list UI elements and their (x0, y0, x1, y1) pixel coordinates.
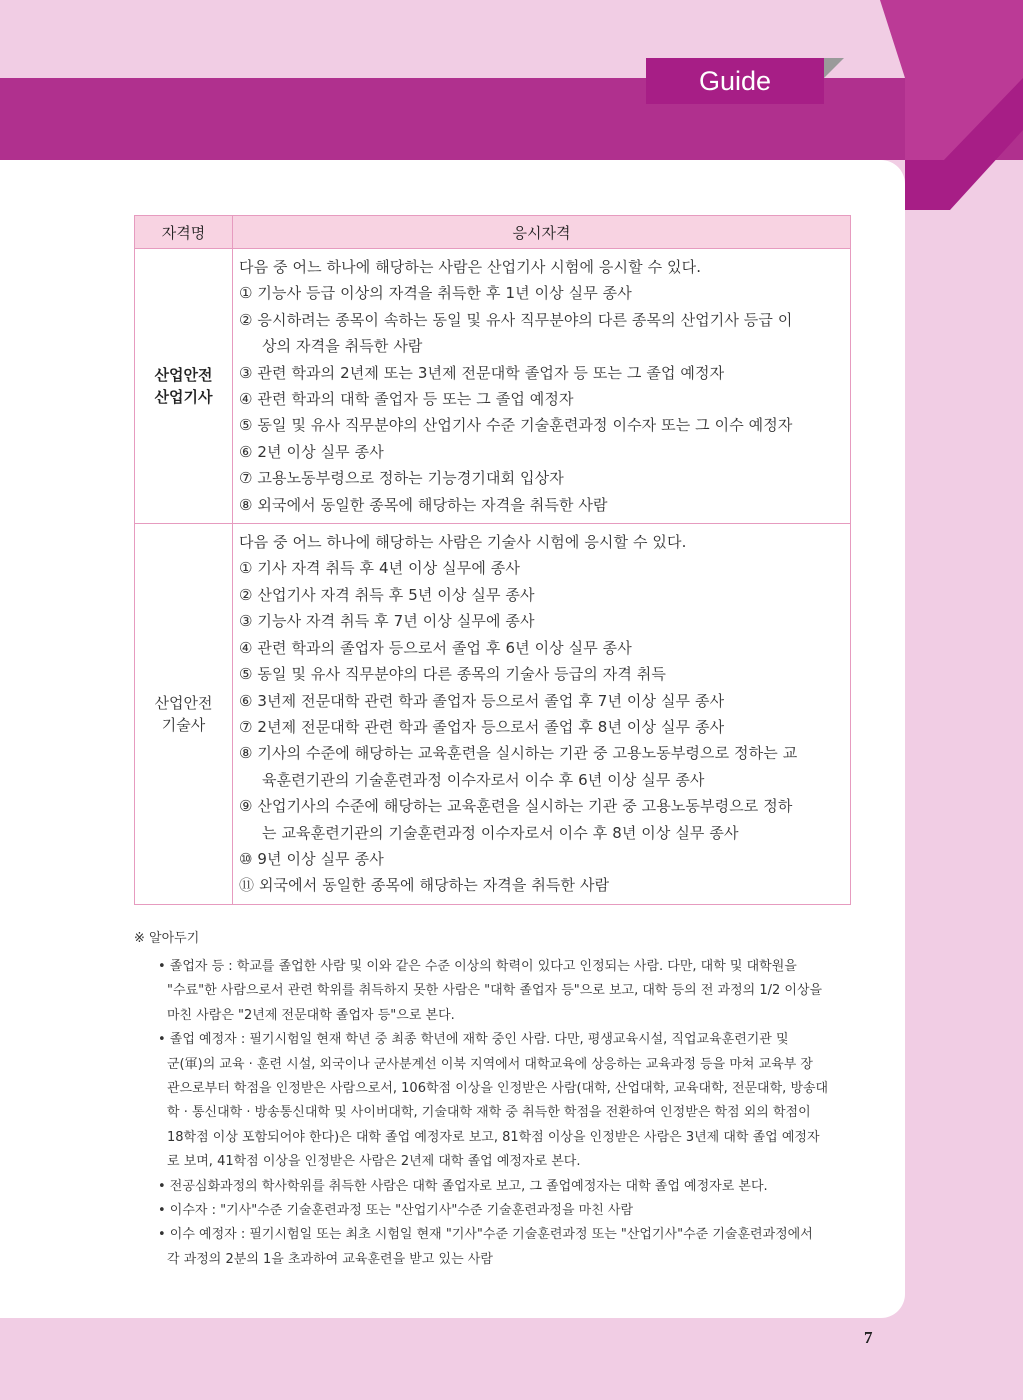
note-line: 각 과정의 2분의 1을 초과하여 교육훈련을 받고 있는 사람 (167, 1251, 493, 1267)
requirement-line: ① 기사 자격 취득 후 4년 이상 실무에 종사 (239, 559, 520, 578)
requirement-line: ⑥ 2년 이상 실무 종사 (239, 442, 384, 461)
note-line: 군(軍)의 교육 · 훈련 시설, 외국이나 군사분계선 이북 지역에서 대학교육에 상응하는 교육과정 등을 마쳐 교육부 장 (167, 1056, 813, 1072)
qualification-name (135, 249, 233, 524)
requirement-line: ⑧ 기사의 수준에 해당하는 교육훈련을 실시하는 기관 중 고용노동부령으로 정하는 교 (239, 744, 798, 763)
qualification-table (134, 215, 851, 905)
qualification-name-line: 산업안전 (154, 366, 213, 385)
guide-label: Guide (698, 65, 772, 96)
header-qualification-name: 자격명 (135, 216, 233, 249)
note-line: • 이수자 : "기사"수준 기술훈련과정 또는 "산업기사"수준 기술훈련과정을 마친 사람 (158, 1203, 634, 1219)
note-line: 18학점 이상 포함되어야 한다)은 대학 졸업 예정자로 보고, 81학점 이상을 인정받은 사람은 3년제 대학 졸업 예정자 (167, 1129, 820, 1145)
notes-section (134, 927, 864, 1272)
table-header-row (135, 216, 851, 249)
guide-tab-fold (824, 58, 844, 78)
requirement-line: ③ 기능사 자격 취득 후 7년 이상 실무에 종사 (239, 612, 535, 631)
qualification-name-line: 산업안전 (154, 693, 213, 712)
guide-tab (646, 58, 824, 104)
notes-title: ※ 알아두기 (134, 931, 200, 946)
note-line: • 이수 예정자 : 필기시험일 또는 최초 시험일 현재 "기사"수준 기술훈련과정 또는 "산업기사"수준 기술훈련과정에서 (158, 1227, 813, 1243)
qualification-name-line: 산업기사 (154, 388, 213, 407)
note-line: 관으로부터 학점을 인정받은 사람으로서, 106학점 이상을 인정받은 사람(대학, 산업대학, 교육대학, 전문대학, 방송대 (167, 1081, 829, 1097)
note-line: • 전공심화과정의 학사학위를 취득한 사람은 대학 졸업자로 보고, 그 졸업예정자는 대학 졸업 예정자로 본다. (158, 1178, 768, 1194)
table-row (135, 524, 851, 905)
note-line: 로 보며, 41학점 이상을 인정받은 사람은 2년제 대학 졸업 예정자로 본다. (167, 1154, 581, 1170)
requirement-line: ⑩ 9년 이상 실무 종사 (239, 849, 384, 868)
requirement-line: 다음 중 어느 하나에 해당하는 사람은 산업기사 시험에 응시할 수 있다. (239, 258, 702, 276)
requirement-line: ② 응시하려는 종목이 속하는 동일 및 유사 직무분야의 다른 종목의 산업기사 등급 이 (239, 310, 793, 329)
requirement-line: 는 교육훈련기관의 기술훈련과정 이수자로서 이수 후 8년 이상 실무 종사 (262, 823, 739, 842)
page-number: 7 (864, 1328, 873, 1347)
table-row (135, 249, 851, 524)
requirement-line: ① 기능사 등급 이상의 자격을 취득한 후 1년 이상 실무 종사 (239, 284, 632, 303)
note-line: 학 · 통신대학 · 방송통신대학 및 사이버대학, 기술대학 재학 중 취득한 학점을 전환하여 인정받은 학점 외의 학점이 (167, 1105, 811, 1121)
requirements-cell (233, 249, 851, 524)
requirement-line: 다음 중 어느 하나에 해당하는 사람은 기술사 시험에 응시할 수 있다. (239, 533, 687, 552)
requirement-line: ⑤ 동일 및 유사 직무분야의 산업기사 수준 기술훈련과정 이수자 또는 그 이수 예정자 (239, 416, 793, 435)
note-line: 마친 사람은 "2년제 전문대학 졸업자 등"으로 본다. (167, 1007, 455, 1023)
requirement-line: ⑦ 고용노동부령으로 정하는 기능경기대회 입상자 (239, 469, 564, 488)
header-requirements: 응시자격 (233, 216, 851, 249)
requirement-line: ⑥ 3년제 전문대학 관련 학과 졸업자 등으로서 졸업 후 7년 이상 실무 종사 (239, 691, 725, 710)
requirements-cell (233, 524, 851, 905)
note-line: • 졸업 예정자 : 필기시험일 현재 학년 중 최종 학년에 재학 중인 사람. 다만, 평생교육시설, 직업교육훈련기관 및 (158, 1032, 789, 1048)
requirement-line: 상의 자격을 취득한 사람 (262, 337, 423, 356)
qualification-name (135, 524, 233, 905)
requirement-line: ③ 관련 학과의 2년제 또는 3년제 전문대학 졸업자 등 또는 그 졸업 예정자 (239, 363, 725, 382)
requirement-line: ② 산업기사 자격 취득 후 5년 이상 실무 종사 (239, 585, 535, 604)
requirement-line: ⑧ 외국에서 동일한 종목에 해당하는 자격을 취득한 사람 (239, 495, 608, 514)
requirement-line: ④ 관련 학과의 졸업자 등으로서 졸업 후 6년 이상 실무 종사 (239, 638, 632, 657)
note-line: "수료"한 사람으로서 관련 학위를 취득하지 못한 사람은 "대학 졸업자 등"으로 보고, 대학 등의 전 과정의 1/2 이상을 (167, 983, 823, 999)
requirement-line: 육훈련기관의 기술훈련과정 이수자로서 이수 후 6년 이상 실무 종사 (262, 770, 705, 789)
note-line: • 졸업자 등 : 학교를 졸업한 사람 및 이와 같은 수준 이상의 학력이 있다고 인정되는 사람. 다만, 대학 및 대학원을 (158, 959, 797, 974)
requirement-line: ⑪ 외국에서 동일한 종목에 해당하는 자격을 취득한 사람 (239, 876, 610, 895)
requirement-line: ⑦ 2년제 전문대학 관련 학과 졸업자 등으로서 졸업 후 8년 이상 실무 종사 (239, 717, 725, 736)
qualification-name-line: 기술사 (161, 715, 206, 734)
requirement-line: ④ 관련 학과의 대학 졸업자 등 또는 그 졸업 예정자 (239, 390, 574, 409)
requirement-line: ⑤ 동일 및 유사 직무분야의 다른 종목의 기술사 등급의 자격 취득 (239, 665, 666, 684)
requirement-line: ⑨ 산업기사의 수준에 해당하는 교육훈련을 실시하는 기관 중 고용노동부령으로 정하 (239, 797, 793, 816)
